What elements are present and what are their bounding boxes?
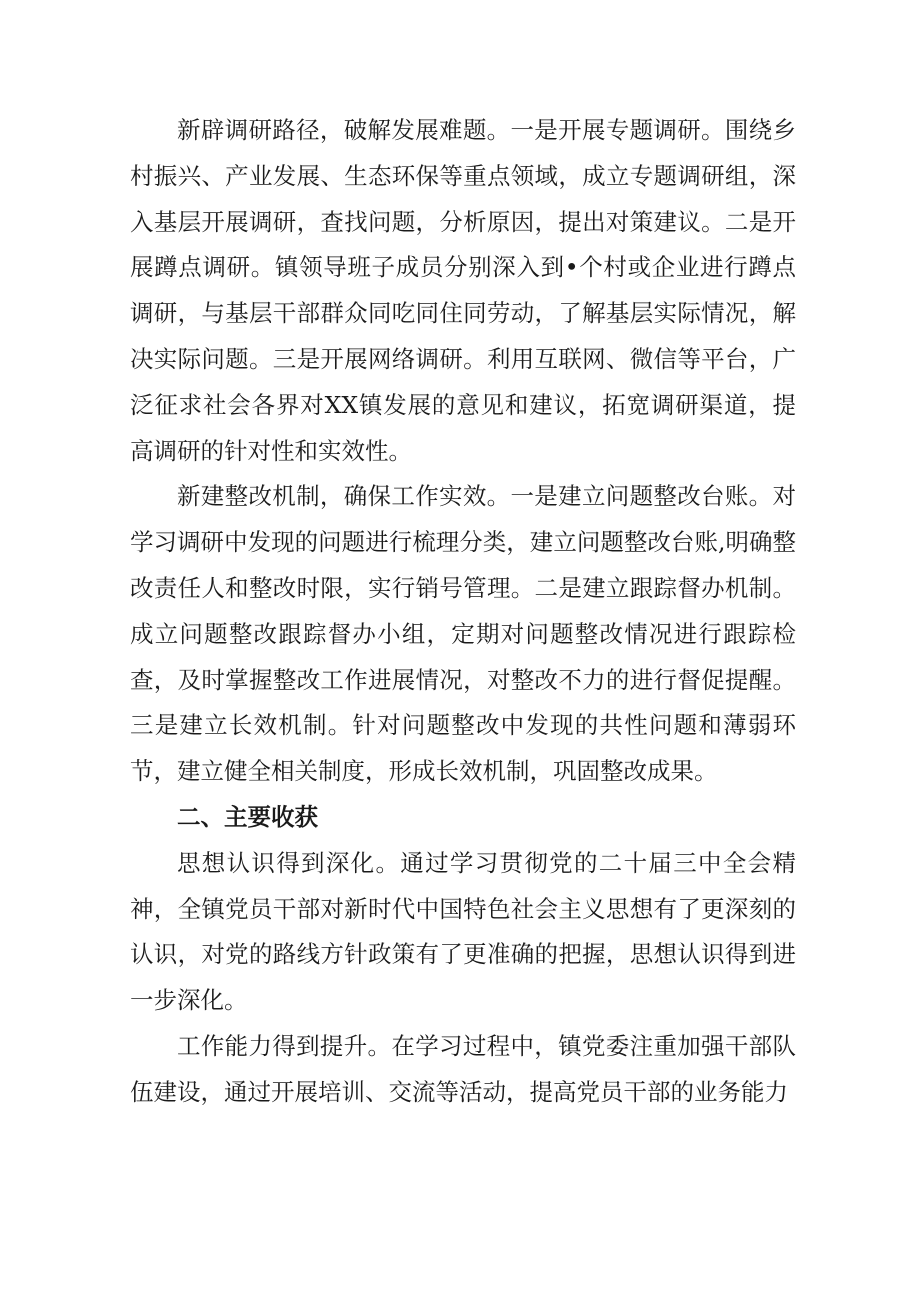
- paragraph-ideological-understanding: 思想认识得到深化。通过学习贯彻党的二十届三中全会精神，全镇党员干部对新时代中国特色社会主义思想有了更深刻的认识，对党的路线方针政策有了更准确的把握，思想认识得到进一步深化。: [130, 848, 796, 1015]
- paragraph-rectification-mechanism: 新建整改机制，确保工作实效。一是建立问题整改台账。对学习调研中发现的问题进行梳理分类，建立问题整改台账,明确整改责任人和整改时限，实行销号管理。二是建立跟踪督办机制。成立问题整改跟踪督办小组，定期对问题整改情况进行跟踪检查，及时掌握整改工作进展情况，对整改不力的进行督促提醒。三是建立长效机制。针对问题整改中发现的共性问题和薄弱环节，建立健全相关制度，形成长效机制，巩固整改成果。: [130, 482, 796, 786]
- paragraph-research-paths: 新辟调研路径，破解发展难题。一是开展专题调研。围绕乡村振兴、产业发展、生态环保等重点领域，成立专题调研组，深入基层开展调研，査找问题，分析原因，提出对策建议。二是开展蹲点调研。镇领导班子成员分别深入到•个村或企业进行蹲点调研，与基层干部群众同吃同住同劳动，了解基层实际情况，解决实际问题。三是开展网络调研。利用互联网、微信等平台，广泛征求社会各界对XX镇发展的意见和建议，拓宽调研渠道，提高调研的针对性和实效性。: [130, 116, 796, 465]
- section-heading-main-gains: 二、主要收获: [177, 802, 318, 831]
- paragraph-work-ability: 工作能力得到提升。在学习过程中，镇党委注重加强干部队伍建设，通过开展培训、交流等活动，提高党员干部的业务能力: [130, 1031, 796, 1106]
- document-body: [130, 108, 796, 1116]
